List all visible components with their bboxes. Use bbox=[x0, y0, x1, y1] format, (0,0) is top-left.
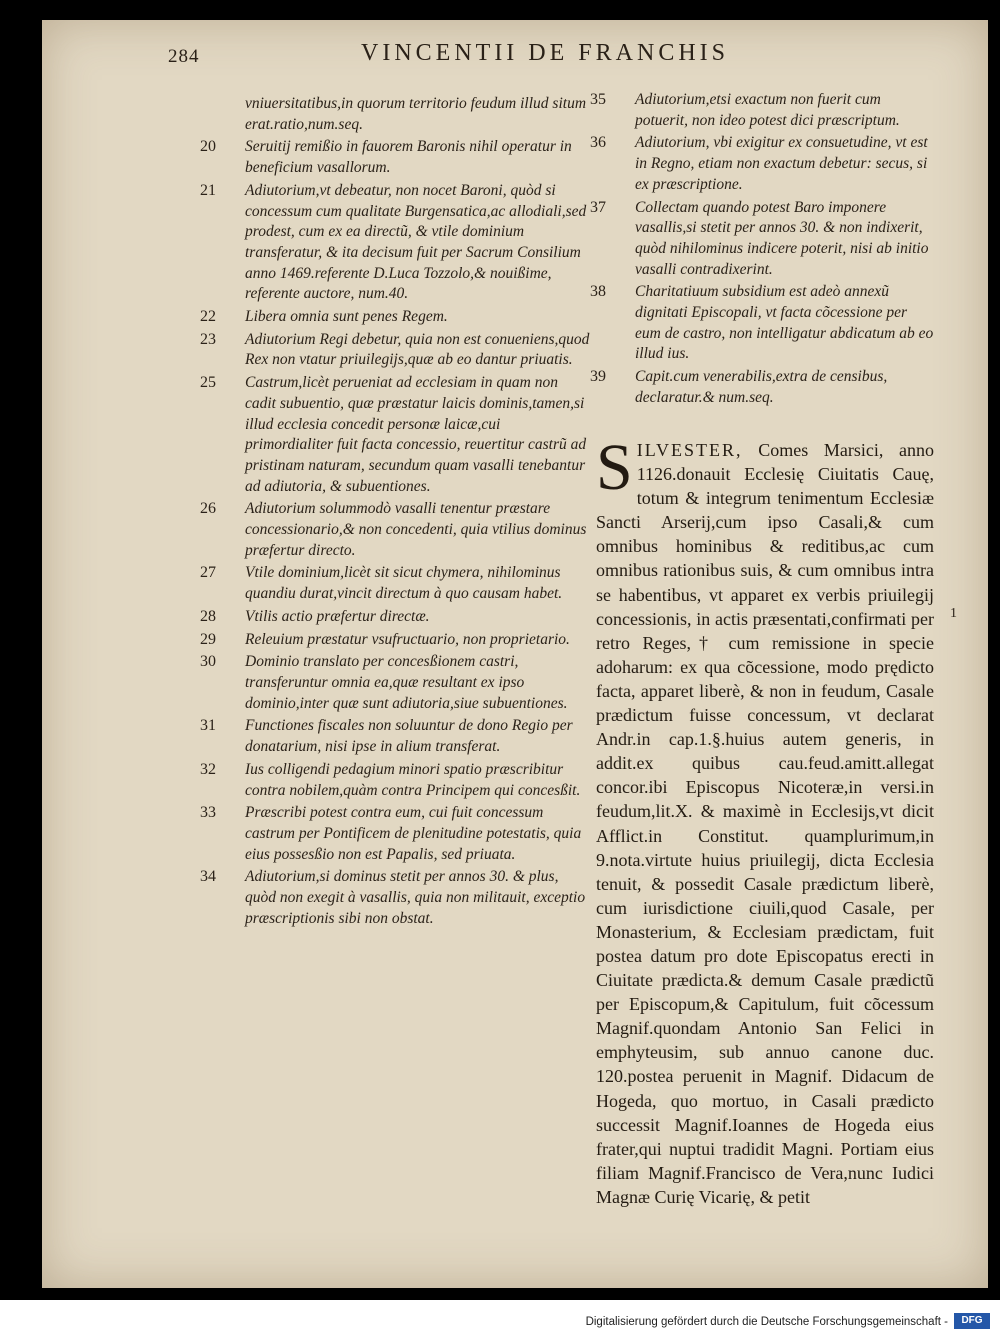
summary-number: 35 bbox=[590, 91, 606, 108]
summary-number: 37 bbox=[590, 198, 606, 216]
summary-text: Charitatiuum subsidium est adeò annexũ dignitati Episcopali, vt facta cõcessione per eum de castro, non intelligatur abdicatum ab eo illud ius. bbox=[635, 283, 934, 363]
summary-item bbox=[200, 760, 590, 801]
summary-item bbox=[200, 499, 590, 561]
summary-item bbox=[200, 330, 590, 371]
running-head: VINCENTII DE FRANCHIS bbox=[361, 40, 729, 66]
summary-number: 25 bbox=[200, 374, 216, 392]
summary-item bbox=[200, 607, 590, 628]
summary-text: Releuium præstatur vsufructuario, non proprietario. bbox=[245, 630, 570, 648]
summary-item bbox=[200, 181, 590, 305]
summary-item bbox=[200, 716, 590, 757]
summary-column-right bbox=[590, 90, 935, 411]
summary-text: Præscribi potest contra eum, cui fuit concessum castrum per Pontificem de plenitudine potestatis, quia eius possesßio non est Papalis, sed priuata. bbox=[245, 804, 582, 863]
summary-item bbox=[200, 630, 590, 651]
summary-text: Vtile dominium,licèt sit sicut chymera, nihilominus quandiu durat,vincit directum à quo causam habet. bbox=[245, 564, 563, 603]
summary-number: 22 bbox=[200, 308, 216, 326]
summary-number: 21 bbox=[200, 181, 216, 199]
summary-number: 32 bbox=[200, 760, 216, 778]
summary-text: Adiutorium solummodò vasalli tenentur præstare concessionario,& non concedenti, quia vtilius dominus præfertur directo. bbox=[245, 500, 587, 559]
summary-number: 28 bbox=[200, 607, 216, 625]
summary-text: Castrum,licèt perueniat ad ecclesiam in quam non cadit subuentio, quæ præstatur laicis dominis,tamen,si illud ecclesia concedit personæ laicæ,cui primordialiter fuit facta concessio, reuertitur castrũ ad pristinam naturam, secundum quam vasalli tenebantur ad adiutoria, & subuentiones. bbox=[245, 374, 587, 495]
summary-item bbox=[590, 282, 935, 365]
summary-text: Adiutorium,etsi exactum non fuerit cum potuerit, non ideo potest dici præscriptum. bbox=[635, 91, 900, 129]
summary-number: 36 bbox=[590, 134, 606, 152]
summary-text: Adiutorium, vbi exigitur ex consuetudine, vt est in Regno, etiam non exactum debetur: secus, si ex præscriptione. bbox=[635, 134, 928, 193]
summary-item bbox=[200, 94, 590, 135]
summary-text: Functiones fiscales non soluuntur de dono Regio per donatarium, nisi ipse in alium transferat. bbox=[245, 717, 573, 756]
summary-item bbox=[200, 563, 590, 604]
summary-number: 31 bbox=[200, 717, 216, 735]
summary-text: Dominio translato per concesßionem castri, transferuntur omnia ea,quæ resultant ex ipso dominio,inter quæ sunt adiutoria,siue subuentiones. bbox=[245, 653, 568, 712]
body-text: Comes Marsici, anno 1126.donauit Ecclesię Ciuitatis Cauę, totum & integrum tenimentum Ecclesiæ Sancti Arserij,cum ipso Casali,& cum omnibus hominibus & reditibus,ac cum omnibus rationibus suis, & cum omnibus intra se habentibus, vt apparet ex verbis priuilegij concessionis, in actis præsentati,confirmati per retro Reges,† cum remissione in specie adoharum: ex qua cõcessione, modo prędicto facta, apparet liberè, & non in feudum, Casale prædictum fuisse concessum, vt declarat Andr.in cap.1.§.huius autem generis, in addit.ex quibus cau.feud.amitt.allegat concor.ibi Episcopus Nicoteræ,in versi.in feudum,lit.X. & maximè in Ecclesijs,vt dicit Afflict.in Constitut. quamplurimum,in 9.nota.virtute huius priuilegij, dicta Ecclesia tenuit, & possedit Casale prædictum liberè, cum iurisdictione ciuili,quod Casale, per Monasterium, & Ecclesiam prædictam, fuit postea datum pro dote Episcopatus erecti in Ciuitate prædicta.& demum Casale prædictũ per Episcopum,& Capitulum, fuit cõcessum Magnif.quondam Antonio San Felici in emphyteusim, sub annuo canone duc. 120.postea peruenit in Magnif. Didacum de Hogeda, quo mortuo, in Casali prædicto successit Magnif.Ioannes de Hogeda eius frater,qui nuptui tradidit Magni. Portiam eius filiam Magnif.Francisco de Vera,nunc Iudici Magnæ Curię Vicarię, & petit bbox=[596, 440, 934, 1207]
summary-item bbox=[590, 367, 935, 408]
summary-number: 38 bbox=[590, 283, 606, 301]
summary-number: 20 bbox=[200, 138, 216, 156]
summary-number: 23 bbox=[200, 330, 216, 348]
footer-credit: Digitalisierung gefördert durch die Deutsche Forschungsgemeinschaft - bbox=[585, 1316, 948, 1328]
dfg-logo-icon: DFG bbox=[954, 1313, 990, 1329]
summary-text: vniuersitatibus,in quorum territorio feudum illud situm erat.ratio,num.seq. bbox=[245, 95, 587, 133]
summary-number: 26 bbox=[200, 500, 216, 518]
main-text-body bbox=[596, 431, 934, 1209]
summary-number: 29 bbox=[200, 630, 216, 648]
summary-text: Adiutorium,si dominus stetit per annos 30. & plus, quòd non exegit à vasallis, quia non militauit, exceptio præscriptionis sibi non obstat. bbox=[245, 868, 586, 927]
summary-column-left bbox=[200, 94, 590, 931]
summary-text: Libera omnia sunt penes Regem. bbox=[245, 308, 448, 326]
summary-text: Vtilis actio præfertur directæ. bbox=[245, 607, 430, 625]
page-number: 284 bbox=[168, 46, 200, 67]
summary-number: 34 bbox=[200, 868, 216, 886]
summary-text: Adiutorium Regi debetur, quia non est conueniens,quod Rex non vtatur priuilegijs,quæ ab eo dantur priuatis. bbox=[245, 330, 590, 369]
summary-text: Seruitij remißio in fauorem Baronis nihil operatur in beneficium vasallorum. bbox=[245, 138, 572, 177]
summary-item bbox=[200, 307, 590, 328]
summary-text: Capit.cum venerabilis,extra de censibus, declaratur.& num.seq. bbox=[635, 368, 888, 406]
summary-text: Adiutorium,vt debeatur, non nocet Baroni, quòd si concessum cum qualitate Burgensatica,ac allodiali,sed prodest, cum ex ea directũ, & vtile dominium transferatur, & ita decisum fuit per Sacrum Consilium anno 1469.referente D.Luca Tozzolo,& nouißime, referente auctore, num.40. bbox=[245, 181, 587, 303]
margin-note-number: 1 bbox=[950, 606, 957, 621]
summary-number: 33 bbox=[200, 804, 216, 822]
summary-item bbox=[590, 133, 935, 195]
summary-number: 30 bbox=[200, 653, 216, 671]
summary-item bbox=[200, 803, 590, 865]
summary-item bbox=[200, 652, 590, 714]
summary-number: 39 bbox=[590, 368, 606, 386]
summary-item bbox=[200, 137, 590, 178]
summary-item bbox=[590, 90, 935, 131]
first-word: ILVESTER, bbox=[636, 440, 743, 460]
drop-cap: S bbox=[596, 431, 633, 504]
summary-text: Collectam quando potest Baro imponere vasallis,si stetit per annos 30. & non indixerit, quòd nihilominus indicere poterit, nisi ab initio vasalli contradixerint. bbox=[635, 198, 929, 278]
summary-item bbox=[590, 198, 935, 281]
summary-number: 27 bbox=[200, 564, 216, 582]
summary-item bbox=[200, 867, 590, 929]
summary-text: Ius colligendi pedagium minori spatio præscribitur contra nobilem,quàm contra Principem qui concesßit. bbox=[245, 760, 581, 799]
summary-item bbox=[200, 373, 590, 497]
